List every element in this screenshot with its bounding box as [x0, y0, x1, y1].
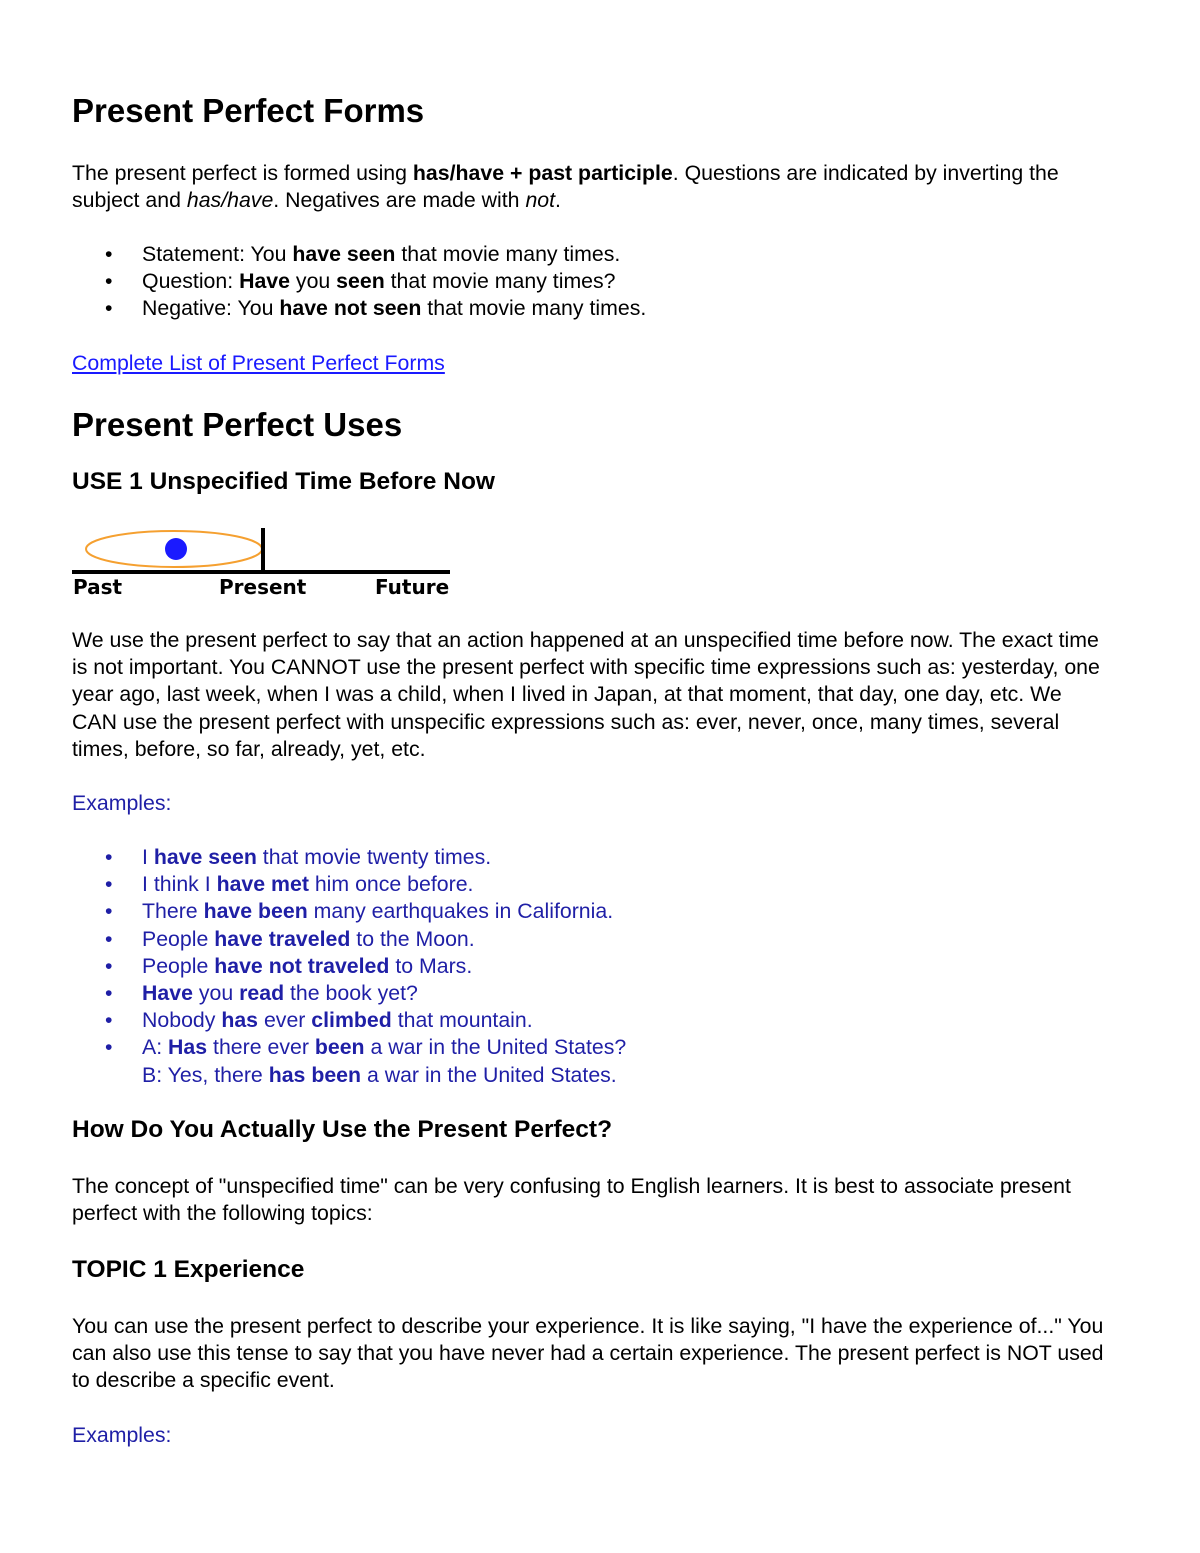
bullet-icon: • — [105, 242, 113, 266]
bullet-icon: • — [105, 296, 113, 321]
list-item: • Question: Have you seen that movie many times? — [72, 268, 1132, 295]
complete-list-link[interactable]: Complete List of Present Perfect Forms — [72, 351, 445, 375]
bullet-icon: • — [105, 269, 113, 294]
bullet-icon: • — [105, 953, 113, 978]
list-item: • Have you read the book yet? — [72, 980, 1132, 1007]
forms-bullet-list — [72, 241, 1132, 323]
list-item: • Statement: You have seen that movie many times. — [72, 241, 1132, 268]
bullet-icon: • — [105, 1008, 113, 1033]
heading-topic-1: TOPIC 1 Experience — [72, 1256, 305, 1283]
timeline-label-past: Past — [73, 575, 123, 599]
forms-intro-paragraph: The present perfect is formed using has/have + past participle. Questions are indicated by inverting the subject and has/have. Negatives are made with not. — [72, 161, 1059, 213]
list-item: • People have traveled to the Moon. — [72, 926, 1132, 953]
bullet-icon: • — [105, 926, 113, 951]
list-item: • I think I have met him once before. — [72, 871, 1132, 898]
bullet-icon: • — [105, 1035, 113, 1060]
heading-how-do-you-use: How Do You Actually Use the Present Perfect? — [72, 1116, 613, 1143]
list-item: • People have not traveled to Mars. — [72, 953, 1132, 980]
list-item: • There have been many earthquakes in California. — [72, 898, 1132, 925]
list-item: • Negative: You have not seen that movie many times. — [72, 295, 1132, 322]
list-item: • I have seen that movie twenty times. — [72, 844, 1132, 871]
bullet-icon: • — [105, 845, 113, 869]
howdo-paragraph: The concept of "unspecified time" can be very confusing to English learners. It is best to associate present perfect with the following topics: — [72, 1174, 1071, 1226]
topic1-paragraph: You can use the present perfect to describe your experience. It is like saying, "I have the experience of..." You can also use this tense to say that you have never had a certain experience. The present perfect is NOT used to describe a specific event. — [72, 1314, 1104, 1393]
heading-present-perfect-forms: Present Perfect Forms — [72, 92, 425, 129]
examples-label-2: Examples: — [72, 1423, 172, 1447]
bullet-icon: • — [105, 981, 113, 1006]
use1-paragraph: We use the present perfect to say that an action happened at an unspecified time before now. The exact time is not important. You CANNOT use the present perfect with specific time expressions such as: yesterday, one year ago, last week, when I was a child, when I lived in Japan, at that moment, that day, one day, etc. We CAN use the present perfect with unspecific expressions such as: ever, never, once, many times, several times, before, so far, already, yet, etc. — [72, 628, 1100, 761]
use1-examples-list — [72, 844, 1132, 1089]
list-item: • A: Has there ever been a war in the United States? B: Yes, there has been a war in the United States. — [105, 1035, 627, 1087]
heading-use-1: USE 1 Unspecified Time Before Now — [72, 468, 495, 495]
action-dot — [165, 538, 187, 560]
examples-label: Examples: — [72, 791, 172, 815]
list-item: • Nobody has ever climbed that mountain. — [72, 1007, 1132, 1034]
bullet-icon: • — [105, 872, 113, 897]
timeline-label-present: Present — [219, 575, 307, 599]
forms-link-paragraph — [72, 350, 445, 377]
timeline-label-future: Future — [375, 575, 450, 599]
heading-present-perfect-uses: Present Perfect Uses — [72, 406, 403, 443]
timeline-diagram — [72, 525, 462, 610]
bullet-icon: • — [105, 899, 113, 924]
